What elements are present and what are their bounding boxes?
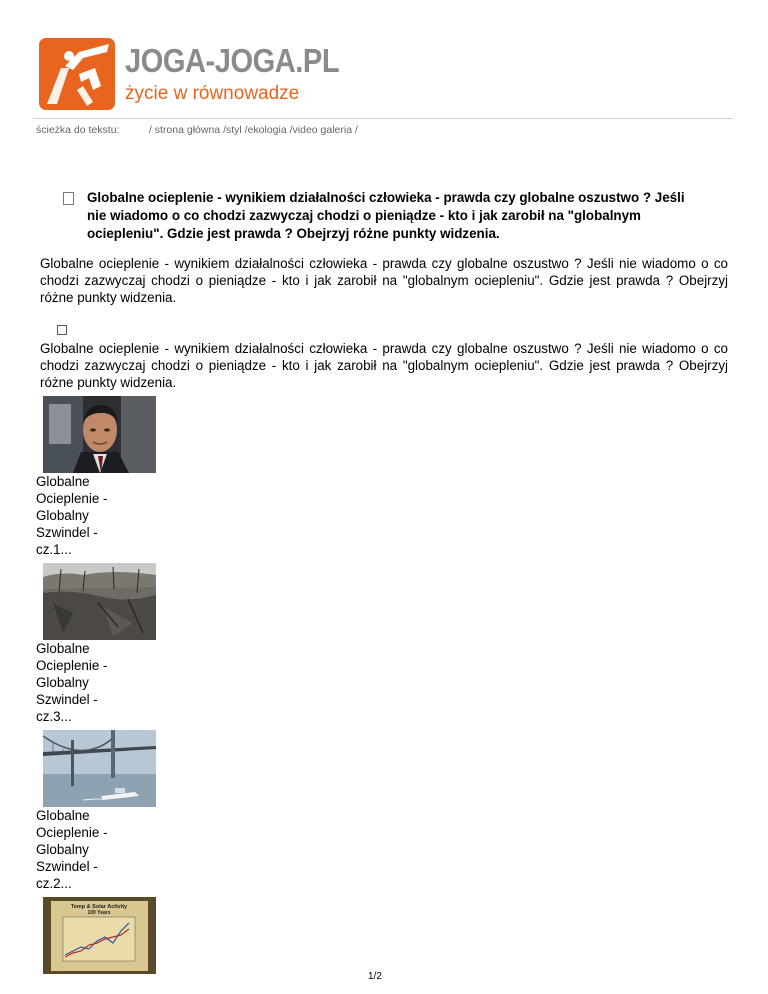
video-thumbnail-2[interactable] [43,563,156,640]
video-thumbnail-3[interactable] [43,730,156,807]
caption-line: Globalny [36,842,89,857]
caption-line: Szwindel - [36,692,98,707]
thumb-chart-title: Temp & Solar Activity [70,904,128,910]
video-thumbnail-1[interactable] [43,396,156,473]
logo-mark-icon [39,38,115,110]
breadcrumb-link-ekologia[interactable]: /ekologia [244,124,287,136]
breadcrumb [36,124,358,136]
caption-line: Ocieplenie - [36,825,108,840]
caption-line: Globalny [36,675,89,690]
caption-line: Szwindel - [36,525,98,540]
caption-line: cz.3... [36,709,72,724]
caption-line: cz.2... [36,876,72,891]
site-title: JOGA-JOGA.PL [125,42,340,79]
article-title-text: Globalne ocieplenie - wynikiem działalności człowieka - prawda czy globalne oszustwo ? Jeśli nie wiadomo o co chodzi zazwyczaj chodzi o pieniądze - kto i jak zarobił na "globalnym ociepleniu". Gdzie jest prawda ? Obejrzyj różne punkty widzenia. [87,190,685,241]
caption-line: Globalny [36,508,89,523]
caption-line: Globalne [36,808,90,823]
caption-line: Ocieplenie - [36,658,108,673]
missing-image-icon [63,192,74,205]
page-number: 1/2 [368,971,382,982]
caption-line: Globalne [36,474,90,489]
header-divider [33,118,733,119]
site-tagline: życie w równowadze [125,83,300,104]
article-intro: Globalne ocieplenie - wynikiem działalności człowieka - prawda czy globalne oszustwo ? Jeśli nie wiadomo o co chodzi zazwyczaj chodzi o pieniądze - kto i jak zarobił na "globalnym ociepleniu". Gdzie jest prawda ? Obejrzyj różne punkty widzenia. [40,256,728,305]
video-caption-1[interactable] [36,473,136,558]
breadcrumb-link-home[interactable]: / strona główna [148,124,221,136]
breadcrumb-link-video-galeria[interactable]: /video galeria [289,124,353,136]
breadcrumb-link-styl[interactable]: /styl [223,124,242,136]
breadcrumb-trailing-slash: / [355,124,358,136]
video-caption-2[interactable] [36,640,136,725]
caption-line: cz.1... [36,542,72,557]
article-title [63,189,703,243]
video-thumbnail-4[interactable] [43,897,156,974]
caption-line: Ocieplenie - [36,491,108,506]
caption-line: Szwindel - [36,859,98,874]
video-caption-3[interactable] [36,807,136,892]
missing-image-icon [57,325,67,335]
breadcrumb-label: ścieżka do tekstu: [36,124,120,136]
article-body: Globalne ocieplenie - wynikiem działalności człowieka - prawda czy globalne oszustwo ? Jeśli nie wiadomo o co chodzi zazwyczaj chodzi o pieniądze - kto i jak zarobił na "globalnym ociepleniu". Gdzie jest prawda ? Obejrzyj różne punkty widzenia. [40,341,728,390]
caption-line: Globalne [36,641,90,656]
site-logo[interactable] [39,38,349,110]
thumb-chart-subtitle: 100 Years [87,910,111,916]
